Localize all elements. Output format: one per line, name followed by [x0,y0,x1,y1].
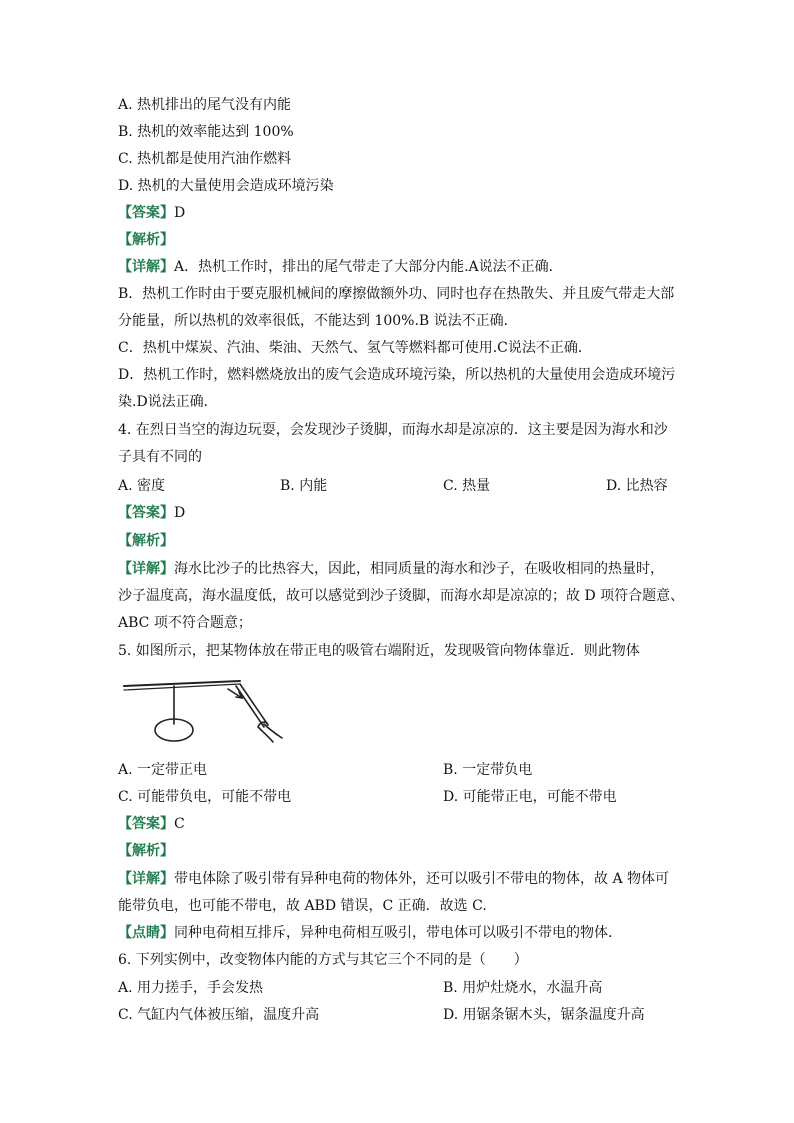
q5-answer: C [174,816,185,832]
q3-answer-line [118,204,185,222]
rod [236,684,268,727]
q4-option-c: C. 热量 [443,478,491,494]
answer-tag: 【答案】 [118,816,174,832]
analysis-tag: 【解析】 [118,533,174,549]
q6-option-b: B. 用炉灶烧水，水温升高 [443,980,603,996]
q3-detail-line-6: 染.D说法正确． [118,394,218,410]
q4-option-d: D. 比热容 [606,478,668,494]
detail-tag: 【详解】 [118,259,174,275]
charged-straw-figure [118,672,293,752]
hand [258,722,282,742]
q4-detail-line-1 [118,560,664,578]
q3-detail-line-1 [118,258,563,276]
answer-tag: 【答案】 [118,505,174,521]
q3-detail-line-3: 分能量，所以热机的效率很低，不能达到 100%.B 说法不正确． [118,313,518,329]
q5-answer-line [118,815,185,833]
q5-option-d: D. 可能带正电，可能不带电 [443,789,617,805]
q5-detail-line-2: 能带负电，也可能不带电，故 ABD 错误，C 正确．故选 C. [118,898,487,914]
q3-detail-text-1: A．热机工作时，排出的尾气带走了大部分内能.A说法不正确． [174,259,563,275]
q5-detail-line-1 [118,870,669,888]
q3-detail-line-5: D．热机工作时，燃料燃烧放出的废气会造成环境污染，所以热机的大量使用会造成环境污 [118,367,676,383]
q4-option-a: A. 密度 [118,478,166,494]
q4-stem-line-1: 4. 在烈日当空的海边玩耍，会发现沙子烫脚，而海水却是凉凉的．这主要是因为海水和沙 [118,422,668,438]
q5-option-b: B. 一定带负电 [443,762,533,778]
q3-answer: D [174,205,186,221]
analysis-tag: 【解析】 [118,843,174,859]
q5-analysis-line [118,842,174,860]
q3-detail-line-4: C．热机中煤炭、汽油、柴油、天然气、氢气等燃料都可使用.C说法不正确． [118,340,592,356]
q3-analysis-line [118,231,174,249]
q6-stem: 6. 下列实例中，改变物体内能的方式与其它三个不同的是（ ） [118,952,528,968]
q5-option-a: A. 一定带正电 [118,762,208,778]
q3-detail-line-2: B．热机工作时由于要克服机械间的摩擦做额外功、同时也存在热散失、并且废气带走大部 [118,286,675,302]
q4-detail-line-3: ABC 项不符合题意； [118,615,252,631]
detail-tag: 【详解】 [118,871,174,887]
q6-option-a: A. 用力搓手，手会发热 [118,980,264,996]
q4-stem-line-2: 子具有不同的 [118,449,202,465]
q4-option-b: B. 内能 [280,478,328,494]
q3-option-a: A. 热机排出的尾气没有内能 [118,97,292,113]
q5-tip-line [118,924,622,942]
q4-analysis-line [118,532,174,550]
q6-option-d: D. 用锯条锯木头，锯条温度升高 [443,1007,645,1023]
tip-tag: 【点睛】 [118,925,174,941]
detail-tag: 【详解】 [118,561,174,577]
q3-option-d: D. 热机的大量使用会造成环境污染 [118,178,334,194]
q3-option-c: C. 热机都是使用汽油作燃料 [118,151,292,167]
analysis-tag: 【解析】 [118,232,174,248]
q6-option-c: C. 气缸内气体被压缩，温度升高 [118,1007,320,1023]
q4-detail-line-2: 沙子温度高，海水温度低，故可以感觉到沙子烫脚，而海水却是凉凉的；故 D 项符合题意、 [118,588,685,604]
answer-tag: 【答案】 [118,205,174,221]
q5-stem: 5. 如图所示，把某物体放在带正电的吸管右端附近，发现吸管向物体靠近．则此物体 [118,643,640,659]
q3-option-b: B. 热机的效率能达到 100% [118,124,294,140]
q4-answer: D [174,505,186,521]
q4-answer-line [118,504,185,522]
q5-tip: 同种电荷相互排斥，异种电荷相互吸引，带电体可以吸引不带电的物体． [174,925,622,941]
q4-detail-text-1: 海水比沙子的比热容大，因此，相同质量的海水和沙子，在吸收相同的热量时， [174,561,664,577]
q5-option-c: C. 可能带负电，可能不带电 [118,789,292,805]
q5-detail-text-1: 带电体除了吸引带有异种电荷的物体外，还可以吸引不带电的物体，故 A 物体可 [174,871,670,887]
